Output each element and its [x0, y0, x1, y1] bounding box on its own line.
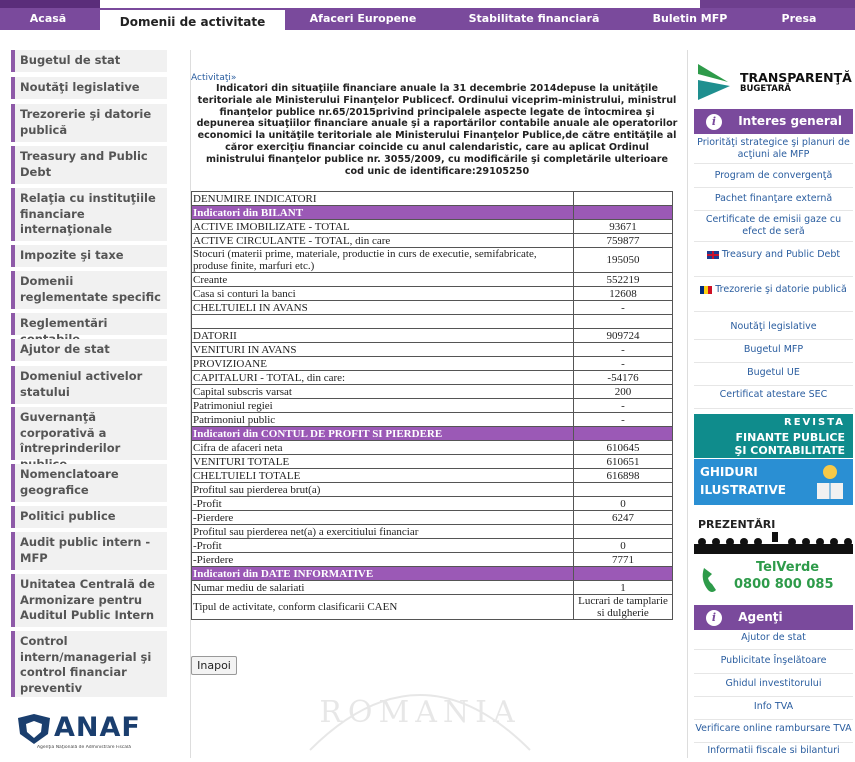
indicator-value: 0 [574, 539, 673, 553]
indicator-value [574, 192, 673, 206]
indicator-label: Creante [192, 273, 574, 287]
left-menu-item[interactable]: Guvernanţă corporativă a întreprinderilor [11, 407, 167, 460]
telverde-title: TelVerde [756, 560, 820, 575]
table-row [192, 192, 673, 206]
indicator-label: -Profit [192, 497, 574, 511]
indicator-value: 1 [574, 581, 673, 595]
financial-indicators-table [191, 191, 673, 620]
table-row [192, 287, 673, 301]
indicator-label [192, 315, 574, 329]
anaf-subtitle: Agenţia Naţională de Administrare Fiscală [36, 745, 132, 750]
right-link[interactable]: Info TVA [694, 698, 853, 720]
indicator-value: - [574, 399, 673, 413]
left-menu-item[interactable]: Noutăţi legislative [11, 77, 167, 99]
nav-buletin[interactable]: Buletin MFP [652, 12, 728, 25]
table-row [192, 469, 673, 483]
table-row [192, 581, 673, 595]
right-link[interactable]: Program de convergenţă [694, 166, 853, 188]
transparenta-title: TRANSPARENŢĂ [740, 70, 852, 85]
indicator-value: 200 [574, 385, 673, 399]
table-row [192, 455, 673, 469]
indicator-value [574, 315, 673, 329]
indicator-label: Patrimoniul regiei [192, 399, 574, 413]
table-row [192, 525, 673, 539]
audience-icon [694, 532, 853, 554]
indicator-label: Numar mediu de salariati [192, 581, 574, 595]
table-section-row [192, 567, 673, 581]
table-row [192, 357, 673, 371]
indicator-value: 6247 [574, 511, 673, 525]
indicator-value [574, 483, 673, 497]
info-icon: i [706, 610, 722, 626]
revista-banner[interactable] [694, 414, 853, 458]
nav-domenii[interactable]: Domenii de activitate [100, 10, 285, 35]
table-row [192, 301, 673, 315]
indicator-value: 93671 [574, 220, 673, 234]
table-row [192, 248, 673, 273]
table-row [192, 399, 673, 413]
indicator-label: ACTIVE IMOBILIZATE - TOTAL [192, 220, 574, 234]
indicator-label: VENITURI IN AVANS [192, 343, 574, 357]
indicator-label: CHELTUIELI TOTALE [192, 469, 574, 483]
indicator-value: 616898 [574, 469, 673, 483]
table-row [192, 511, 673, 525]
indicator-label: ACTIVE CIRCULANTE - TOTAL, din care [192, 234, 574, 248]
left-menu-item[interactable]: Politici publice [11, 506, 167, 528]
anaf-logo[interactable] [14, 712, 154, 758]
right-link[interactable]: Bugetul UE [694, 364, 853, 386]
indicator-label: Stocuri (materii prime, materiale, productie in curs de executie, semifabricate, produse finite, marfuri etc.) [192, 248, 574, 273]
indicator-label: Patrimoniul public [192, 413, 574, 427]
top-nav-strip-right [700, 0, 855, 8]
table-row [192, 220, 673, 234]
indicator-value [574, 427, 673, 441]
indicator-label: CAPITALURI - TOTAL, din care: [192, 371, 574, 385]
prezentari-label: PREZENTĂRI [698, 518, 776, 531]
right-link[interactable]: Noutăţi legislative [694, 318, 853, 340]
indicator-value: 610651 [574, 455, 673, 469]
table-row [192, 234, 673, 248]
indicator-value: 7771 [574, 553, 673, 567]
indicator-label: DENUMIRE INDICATORI [192, 192, 574, 206]
indicator-value: - [574, 343, 673, 357]
phone-icon [700, 566, 722, 594]
watermark-text: ROMANIA [319, 695, 521, 730]
indicator-label: -Profit [192, 539, 574, 553]
interes-general-title: Interes general [738, 114, 842, 128]
uk-flag-icon [707, 251, 719, 259]
indicator-label: Indicatori din BILANT [192, 206, 574, 220]
agenti-economici-title: Agenţi economici [694, 610, 783, 649]
indicator-value: 195050 [574, 248, 673, 273]
table-row [192, 595, 673, 620]
telverde-banner[interactable] [694, 556, 853, 602]
right-link-uk[interactable] [694, 249, 853, 277]
table-row [192, 497, 673, 511]
page-title: Indicatori din situaţiile financiare anuale la 31 decembrie 2014depuse la unităţile teritoriale ale Ministerului Finanţelor Publicecf. Ordinului viceprim-ministrului, ministrul finanţelor publice nr.65/2015privind principalele aspecte legate de întocmirea şi depunerea situaţiilor financiare anuale şi a raportărilor contabile anuale ale operatorilor economici la unităţile teritoriale ale Ministerului Finanţelor Publice,de către entităţile al căror exerciţiu financiar coincide cu anul calendaristic, care au aplicat Ordinul ministrului finanţelor publice nr. 3055/2009, cu modificările şi completările ulterioare [196, 83, 678, 165]
nav-presa[interactable]: Presa [781, 12, 817, 25]
table-row [192, 385, 673, 399]
indicator-label: PROVIZIOANE [192, 357, 574, 371]
table-row [192, 329, 673, 343]
indicator-value: 909724 [574, 329, 673, 343]
nav-stabilitate[interactable]: Stabilitate financiară [468, 12, 600, 25]
left-menu-item[interactable]: Nomenclatoare geografice [11, 464, 167, 502]
right-link-label: Treasury and Public Debt [721, 249, 841, 260]
indicator-label: Tipul de activitate, conform clasificarii CAEN [192, 595, 574, 620]
right-link[interactable]: Certificate de emisii gaze cu efect de seră [694, 214, 853, 242]
company-code: cod unic de identificare:29105250 [344, 165, 530, 177]
back-button[interactable]: Inapoi [191, 656, 237, 675]
breadcrumb[interactable]: Activitaţi» [191, 73, 237, 83]
left-menu-item[interactable]: Domeniul activelor statului [11, 366, 167, 404]
ro-flag-icon [700, 286, 712, 294]
romania-watermark [290, 660, 550, 758]
indicator-label: Profitul sau pierderea net(a) a exercitiului financiar [192, 525, 574, 539]
indicator-value: 759877 [574, 234, 673, 248]
table-row [192, 273, 673, 287]
revista-line2: FINANTE PUBLICE [735, 431, 845, 444]
indicator-value [574, 567, 673, 581]
table-row [192, 413, 673, 427]
left-menu-item[interactable]: Ajutor de stat [11, 339, 167, 361]
left-menu-item[interactable]: Unitatea Centrală de Armonizare pentru Auditul Public Intern [11, 574, 167, 627]
table-row [192, 371, 673, 385]
indicator-label: Cifra de afaceri neta [192, 441, 574, 455]
left-menu-item[interactable]: Domenii reglementate specific [11, 271, 167, 309]
ghiduri-line2: ILUSTRATIVE [700, 483, 786, 497]
table-row [192, 539, 673, 553]
revista-line3: ŞI CONTABILITATE [734, 444, 845, 457]
left-menu-item[interactable]: Relaţia cu instituţiile financiare internaţionale [11, 188, 167, 241]
indicator-value [574, 525, 673, 539]
table-row [192, 483, 673, 497]
table-row [192, 343, 673, 357]
right-link[interactable]: Verificare online rambursare TVA [694, 721, 853, 743]
indicator-label: Profitul sau pierderea brut(a) [192, 483, 574, 497]
right-link[interactable]: Publicitate Înşelătoare [694, 652, 853, 674]
info-icon: i [706, 114, 722, 130]
revista-line1: REVISTA [784, 417, 845, 428]
right-link[interactable]: Certificat atestare SEC [694, 387, 853, 409]
left-menu-item[interactable]: Trezorerie şi datorie publică [11, 104, 167, 142]
table-row [192, 441, 673, 455]
indicator-label: DATORII [192, 329, 574, 343]
indicator-label: Casa si conturi la banci [192, 287, 574, 301]
indicator-value [574, 206, 673, 220]
telverde-phone: 0800 800 085 [734, 577, 834, 592]
indicator-value: - [574, 413, 673, 427]
indicator-value: 12608 [574, 287, 673, 301]
indicator-value: -54176 [574, 371, 673, 385]
book-reader-icon [813, 463, 847, 501]
right-link[interactable]: Bugetul MFP [694, 341, 853, 363]
left-menu-item[interactable]: Impozite şi taxe [11, 245, 167, 267]
indicator-value: - [574, 357, 673, 371]
indicator-value: 0 [574, 497, 673, 511]
indicator-label: Indicatori din CONTUL DE PROFIT SI PIERDERE [192, 427, 574, 441]
left-menu-item[interactable]: Bugetul de stat [11, 50, 167, 72]
nav-afaceri-europene[interactable]: Afaceri Europene [309, 12, 417, 25]
right-link[interactable]: Ghidul investitorului [694, 675, 853, 697]
transparenta-bugetara-banner[interactable] [694, 60, 853, 104]
indicator-label: Capital subscris varsat [192, 385, 574, 399]
indicator-value: Lucrari de tamplarie si dulgherie [574, 595, 673, 620]
right-link[interactable]: Ajutor de stat [694, 630, 853, 650]
indicator-value: 552219 [574, 273, 673, 287]
transparenta-logo-icon [694, 60, 734, 104]
top-nav-strip [0, 0, 100, 8]
right-link[interactable]: Priorităţi strategice şi planuri de acţiuni ale MFP [694, 136, 853, 164]
right-link-ro[interactable] [694, 284, 853, 312]
indicator-value: - [574, 301, 673, 315]
left-menu-item[interactable]: Control intern/managerial şi control financiar preventiv [11, 631, 167, 697]
indicator-value: 610645 [574, 441, 673, 455]
transparenta-subtitle: BUGETARĂ [740, 84, 792, 94]
left-menu-item[interactable]: Audit public intern - MFP [11, 532, 167, 570]
indicator-label: VENITURI TOTALE [192, 455, 574, 469]
prezentari-banner[interactable] [694, 506, 853, 554]
indicator-label: Indicatori din DATE INFORMATIVE [192, 567, 574, 581]
ghiduri-line1: GHIDURI [700, 465, 758, 479]
table-section-row [192, 206, 673, 220]
indicator-label: -Pierdere [192, 553, 574, 567]
table-section-row [192, 427, 673, 441]
indicator-label: CHELTUIELI IN AVANS [192, 301, 574, 315]
interes-general-header [694, 109, 853, 134]
right-link[interactable]: Informatii fiscale si bilanturi [707, 745, 840, 756]
left-menu-item[interactable]: Reglementări [11, 313, 167, 335]
ghiduri-banner[interactable] [694, 459, 853, 505]
nav-acasa[interactable]: Acasă [29, 12, 67, 25]
table-row [192, 553, 673, 567]
page-heading [195, 83, 679, 177]
indicator-label: -Pierdere [192, 511, 574, 525]
anaf-name: ANAF [54, 712, 141, 743]
top-navigation [0, 0, 855, 35]
table-row [192, 315, 673, 329]
right-link[interactable]: Pachet finanţare externă [694, 189, 853, 211]
right-link-label: Trezorerie şi datorie publică [715, 284, 847, 295]
left-menu-item[interactable]: Treasury and Public Debt [11, 146, 167, 184]
